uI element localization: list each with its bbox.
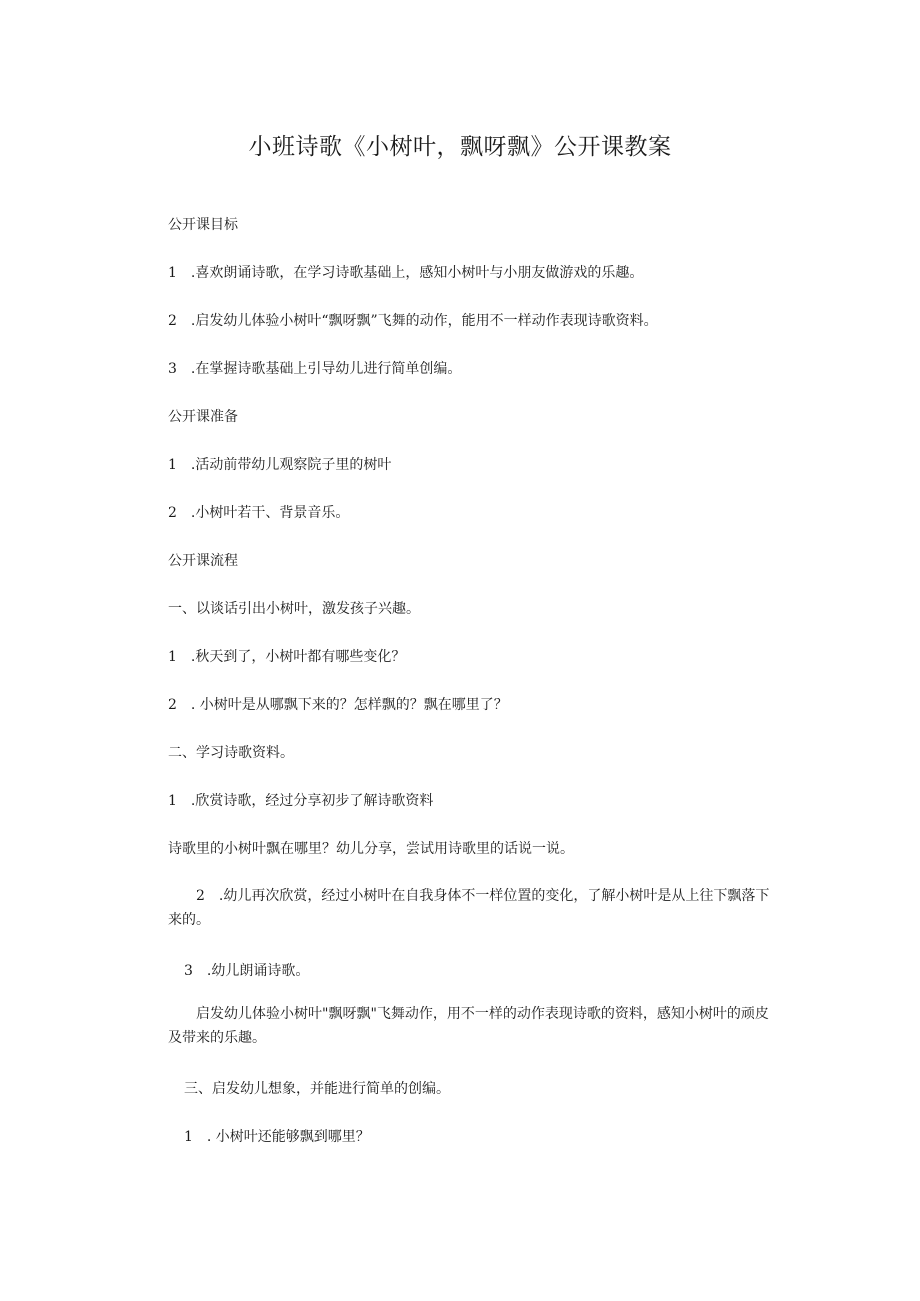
text-line: 3 .在掌握诗歌基础上引导幼儿进行简单创编。 — [168, 361, 462, 377]
text-line: 3 .幼儿朗诵诗歌。 — [184, 963, 310, 979]
text-line: 1 .喜欢朗诵诗歌，在学习诗歌基础上，感知小树叶与小朋友做游戏的乐趣。 — [168, 265, 644, 281]
text-line: 二、学习诗歌资料。 — [168, 745, 294, 761]
text-line: 1 . 小树叶还能够飘到哪里？ — [184, 1129, 370, 1145]
document-title: 小班诗歌《小树叶，飘呀飘》公开课教案 — [248, 134, 672, 160]
text-line: 2 . 小树叶是从哪飘下来的？怎样飘的？飘在哪里了？ — [168, 697, 508, 713]
text-line: 1 .秋天到了，小树叶都有哪些变化？ — [168, 649, 406, 665]
text-line: 1 .欣赏诗歌，经过分享初步了解诗歌资料 — [168, 793, 434, 809]
text-line: 2 .启发幼儿体验小树叶“飘呀飘”飞舞的动作，能用不一样动作表现诗歌资料。 — [168, 313, 658, 329]
text-line: 1 .活动前带幼儿观察院子里的树叶 — [168, 457, 392, 473]
section-heading: 公开课目标 — [168, 217, 238, 233]
paragraph: 2 .幼儿再次欣赏，经过小树叶在自我身体不一样位置的变化，了解小树叶是从上往下飘落下来的。 — [168, 888, 770, 928]
section-heading: 公开课流程 — [168, 553, 238, 569]
text-line: 一、以谈话引出小树叶，激发孩子兴趣。 — [168, 601, 420, 617]
text-line: 三、启发幼儿想象，并能进行简单的创编。 — [184, 1081, 450, 1097]
text-line: 诗歌里的小树叶飘在哪里？幼儿分享，尝试用诗歌里的话说一说。 — [168, 841, 574, 857]
section-heading: 公开课准备 — [168, 409, 238, 425]
text-line: 2 .小树叶若干、背景音乐。 — [168, 505, 350, 521]
paragraph: 启发幼儿体验小树叶"飘呀飘"飞舞动作，用不一样的动作表现诗歌的资料，感知小树叶的顽皮及带来的乐趣。 — [168, 1006, 769, 1046]
